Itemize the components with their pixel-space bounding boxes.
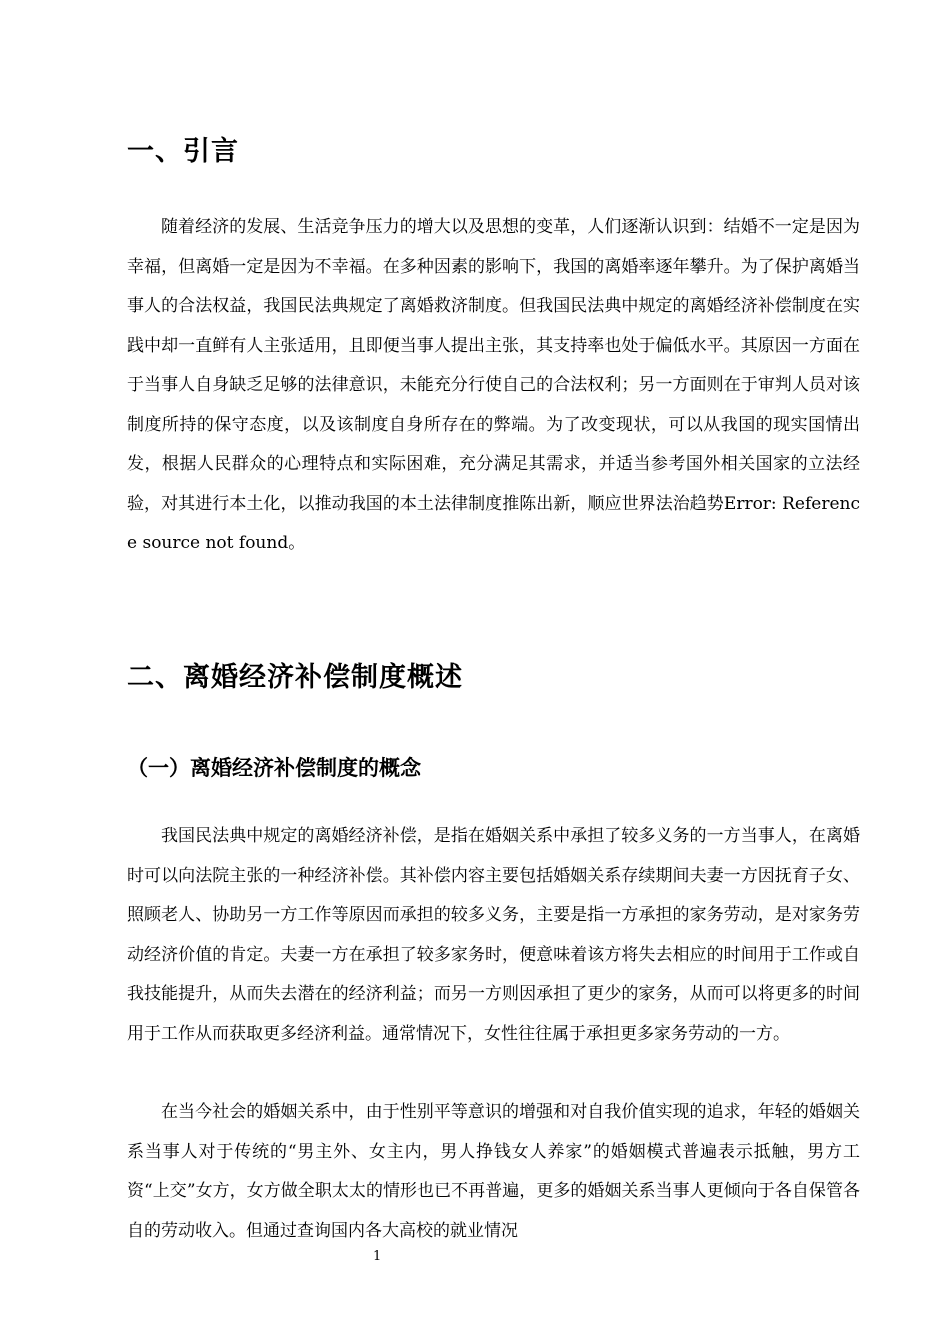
- concept-paragraph-1: 我国民法典中规定的离婚经济补偿，是指在婚姻关系中承担了较多义务的一方当事人，在离婚时可以向法院主张的一种经济补偿。其补偿内容主要包括婚姻关系存续期间夫妻一方因抚育子女、照顾老人、协助另一方工作等原因而承担的较多义务，主要是指一方承担的家务劳动，是对家务劳动经济价值的肯定。夫妻一方在承担了较多家务时，便意味着该方将失去相应的时间用于工作或自我技能提升，从而失去潜在的经济利益；而另一方则因承担了更少的家务，从而可以将更多的时间用于工作从而获取更多经济利益。通常情况下，女性往往属于承担更多家务劳动的一方。: [127, 826, 860, 1044]
- concept-paragraph-2: 在当今社会的婚姻关系中，由于性别平等意识的增强和对自我价值实现的追求，年轻的婚姻关系当事人对于传统的“男主外、女主内，男人挣钱女人养家”的婚姻模式普遍表示抵触，男方工资“上交”女方，女方做全职太太的情形也已不再普遍，更多的婚姻关系当事人更倾向于各自保管各自的劳动收入。但通过查询国内各大高校的就业情况: [127, 1102, 860, 1241]
- section-heading-introduction: 一、引言: [127, 136, 239, 167]
- page-number: 1: [373, 1249, 382, 1264]
- section-heading-overview: 二、离婚经济补偿制度概述: [127, 662, 463, 693]
- subsection-heading-concept: （一）离婚经济补偿制度的概念: [127, 756, 421, 780]
- introduction-paragraph: 随着经济的发展、生活竞争压力的增大以及思想的变革，人们逐渐认识到：结婚不一定是因为幸福，但离婚一定是因为不幸福。在多种因素的影响下，我国的离婚率逐年攀升。为了保护离婚当事人的合法权益，我国民法典规定了离婚救济制度。但我国民法典中规定的离婚经济补偿制度在实践中却一直鲜有人主张适用，且即便当事人提出主张，其支持率也处于偏低水平。其原因一方面在于当事人自身缺乏足够的法律意识，未能充分行使自己的合法权利；另一方面则在于审判人员对该制度所持的保守态度，以及该制度自身所存在的弊端。为了改变现状，可以从我国的现实国情出发，根据人民群众的心理特点和实际困难，充分满足其需求，并适当参考国外相关国家的立法经验，对其进行本土化，以推动我国的本土法律制度推陈出新，顺应世界法治趋势Error: Reference source not found。: [127, 217, 860, 553]
